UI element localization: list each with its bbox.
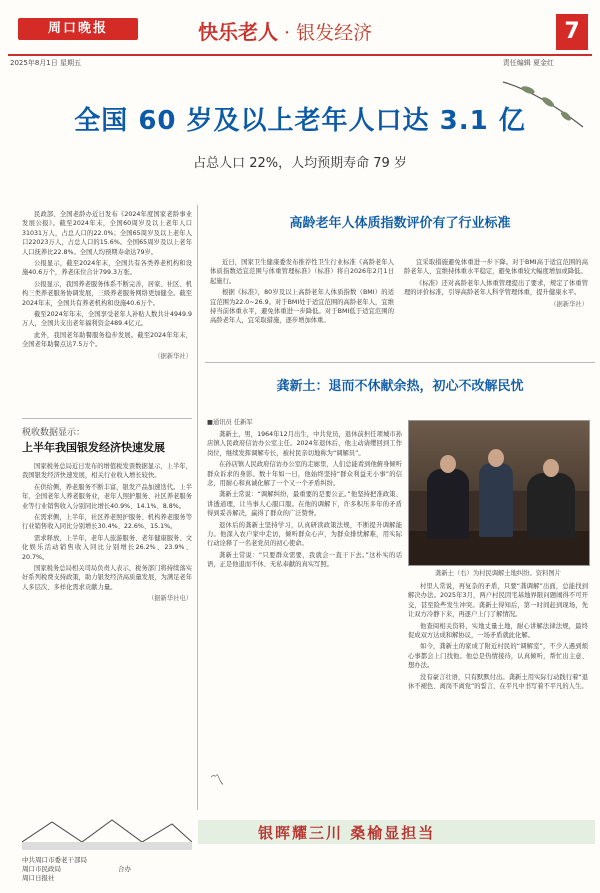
profile-article-left <box>207 430 402 572</box>
credit-co-host: 合办 <box>118 865 131 873</box>
paragraph: 国家税务总局相关司局负责人表示，税务部门将持续落实好系列税费支持政策，助力银发经济高质量发展，为满足老年人多层次、多样化需求贡献力量。 <box>22 565 193 591</box>
sub-headline: 占总人口 22%，人均预期寿命 79 岁 <box>193 156 407 171</box>
profile-article-right <box>408 582 588 693</box>
newspaper-logo: 周口晚报 <box>18 18 138 40</box>
paragraph: 村里人常说，再复杂的矛盾，只要“龚调解”出面，总能找到解决办法。2025年3月，两户村民因宅基地界限问题闹得不可开交，甚至险些发生冲突。龚新土得知后，第一时间赶到现场，先让双方冷静下来，再逐户上门了解情况。 <box>408 583 588 619</box>
article-title: 龚新土：退而不休献余热，初心不改解民忧 <box>276 379 524 394</box>
paragraph: 龚新土，男，1964年12月出生，中共党员，退休前担任项城市孙店镇人民政府信访办公室主任。2024年退休后，他主动请缨回到工作岗位，继续发挥调解专长，被村民亲切地称为“调解员”。 <box>207 431 402 457</box>
banner-slogan: 银晖耀三川 桑榆显担当 <box>258 824 436 842</box>
paragraph: 退休后的龚新土坚持学习，认真研读政策法规，不断提升调解能力。他深入农户家中走访，倾听群众心声，为群众排忧解难，用实际行动诠释了一名老党员的初心使命。 <box>207 521 402 548</box>
paragraph: 在孙店镇人民政府信访办公室的走廊里，人们总能看到他俯身倾听群众诉求的身影。数十年如一日，他始终坚持“群众利益无小事”的信念，用耐心和真诚化解了一个又一个矛盾纠纷。 <box>207 461 402 488</box>
paragraph: 国家税务总局近日发布的增值税发票数据显示，上半年，我国银发经济快速发展，相关行业收入增长较快。 <box>22 463 192 480</box>
section-divider <box>22 418 192 419</box>
paragraph: 《标准》还对高龄老年人体重管理提出了要求，规定了体重管理的评价标准，引导高龄老年人科学管理体重，提升健康水平。 <box>404 279 588 297</box>
paragraph: 此外，我国老年助餐服务稳步发展。截至2024年年末，全国老年助餐点达7.5万个。 <box>22 331 192 349</box>
article-title: 上半年我国银发经济快速发展 <box>22 441 165 454</box>
main-headline: 全国 60 岁及以上老年人口达 3.1 亿 <box>74 106 526 136</box>
paragraph: 公报显示，我国养老服务体系不断完善，居家、社区、机构三类养老服务协调发展，三级养老服务网络更加健全。截至2024年末，全国共有养老机构和设施40.6万个。 <box>22 280 193 307</box>
paragraph: 需求释放，上半年，老年人旅游服务、老年健康服务、文化娱乐活动销售收入同比分别增长26.2%、23.9%、20.7%。 <box>22 534 192 561</box>
footer-banner <box>198 820 595 844</box>
paragraph: 宜采取措施避免体重进一步下降。对于BMI高于适宜范围的高龄老年人，宜维持体重水平稳定，避免体重较大幅度增加或降低。 <box>404 259 588 276</box>
credit-line: 中共周口市委老干部局 <box>22 856 87 864</box>
paragraph: 龚新土常说：“调解纠纷，最重要的是要公正。”他坚持把准政策、讲透道理，让当事人心服口服。在他的调解下，许多积压多年的矛盾得到妥善解决，赢得了群众的广泛赞誉。 <box>207 491 402 518</box>
rooftop-decoration-icon <box>22 812 192 850</box>
footer-credit <box>22 856 192 883</box>
masthead <box>8 14 592 67</box>
byline: （据新华社） <box>154 352 192 360</box>
credit-line: 周口日报社 <box>22 874 55 882</box>
byline: （据新华社） <box>550 300 588 308</box>
paragraph: 公报显示，截至2024年末，全国共有各类养老机构和设施40.6万个，养老床位合计799.3万张。 <box>22 260 192 277</box>
paragraph: 根据《标准》，80岁及以上高龄老年人体质指数（BMI）的适宜范围为22.0~26.9。对于BMI处于适宜范围的高龄老年人，宜维持当前体重水平，避免体重进一步降低。对于BMI低于适宜范围的高龄老年人，宜采取措施，逐步增加体重。 <box>210 289 394 325</box>
paragraph: 龚新土常说：“只要群众需要，我就会一直干下去。”这朴实的话语，正是他退而不休、无私奉献的真实写照。 <box>207 551 402 569</box>
paragraph: 民政部、全国老龄办近日发布《2024年度国家老龄事业发展公报》。截至2024年末，全国60周岁及以上老年人口31031万人，占总人口的22.0%；全国65周岁及以上老年人口22023万人，占总人口的15.6%。全国65周岁及以上老年人口抚养比22.8%。全国人均预期寿命达79岁。 <box>22 211 192 256</box>
masthead-rule <box>8 54 592 56</box>
paragraph: 近日，国家卫生健康委发布推荐性卫生行业标准《高龄老年人体质指数适宜范围与体重管理标准》（标准）将自2026年2月1日起施行。 <box>210 259 394 285</box>
column-divider <box>197 205 198 810</box>
article-kicker: 税收数据显示： <box>22 428 86 438</box>
column-title: 快乐老人 · 银发经济 <box>198 20 373 44</box>
paragraph: 在供给侧，养老服务不断丰富，银发产品加速迭代。上半年，全国老年人养老服务业，老年人照护服务、社区养老服务业等行业销售收入分别同比增长40.9%、14.1%、8.8%。 <box>22 483 193 510</box>
left-article-2 <box>22 462 192 604</box>
section-divider <box>205 362 595 363</box>
credit-line: 周口市民政局 <box>22 865 61 873</box>
article-photo <box>408 420 590 566</box>
standard-article <box>210 258 588 326</box>
column-name: 快乐老人 <box>198 20 278 44</box>
article-title: 高龄老年人体质指数评价有了行业标准 <box>289 216 511 231</box>
paragraph: 截至2024年年末，全国享受老年人补贴人数共计4949.9万人，全国共支出老年福利资金489.4亿元。 <box>22 311 192 328</box>
author-line: ■通讯员 任新军 <box>207 419 253 426</box>
editor-line: 责任编辑 夏金红 <box>502 59 554 67</box>
date-line: 2025年8月1日 星期五 <box>10 59 81 67</box>
paragraph: 没有豪言壮语，只有默默付出。龚新土用实际行动践行着“退休不褪色、离岗不离党”的誓言，在平凡中书写着不平凡的人生。 <box>408 673 588 691</box>
byline: （据新华社电） <box>147 595 192 603</box>
page-number: 7 <box>556 14 588 50</box>
paragraph: 如今，龚新土的家成了附近村民的“调解室”，不少人遇到烦心事都会上门找他。他总是热情接待，认真倾听，帮忙出主意、想办法。 <box>408 643 588 670</box>
swallow-icon: 〽 <box>210 773 224 789</box>
paragraph: 在需求侧，上半年，社区养老照护服务、机构养老服务等行业销售收入同比分别增长30.4%、22.6%、15.1%。 <box>22 514 192 531</box>
section-name: 银发经济 <box>296 22 373 44</box>
paragraph: 他查阅相关资料，实地丈量土地，耐心讲解法律法规，最终促成双方达成和解协议，一场矛盾就此化解。 <box>408 622 588 640</box>
left-article <box>22 210 192 361</box>
photo-caption: 龚新土（右）为村民调解土地纠纷。资料图片 <box>435 570 561 577</box>
